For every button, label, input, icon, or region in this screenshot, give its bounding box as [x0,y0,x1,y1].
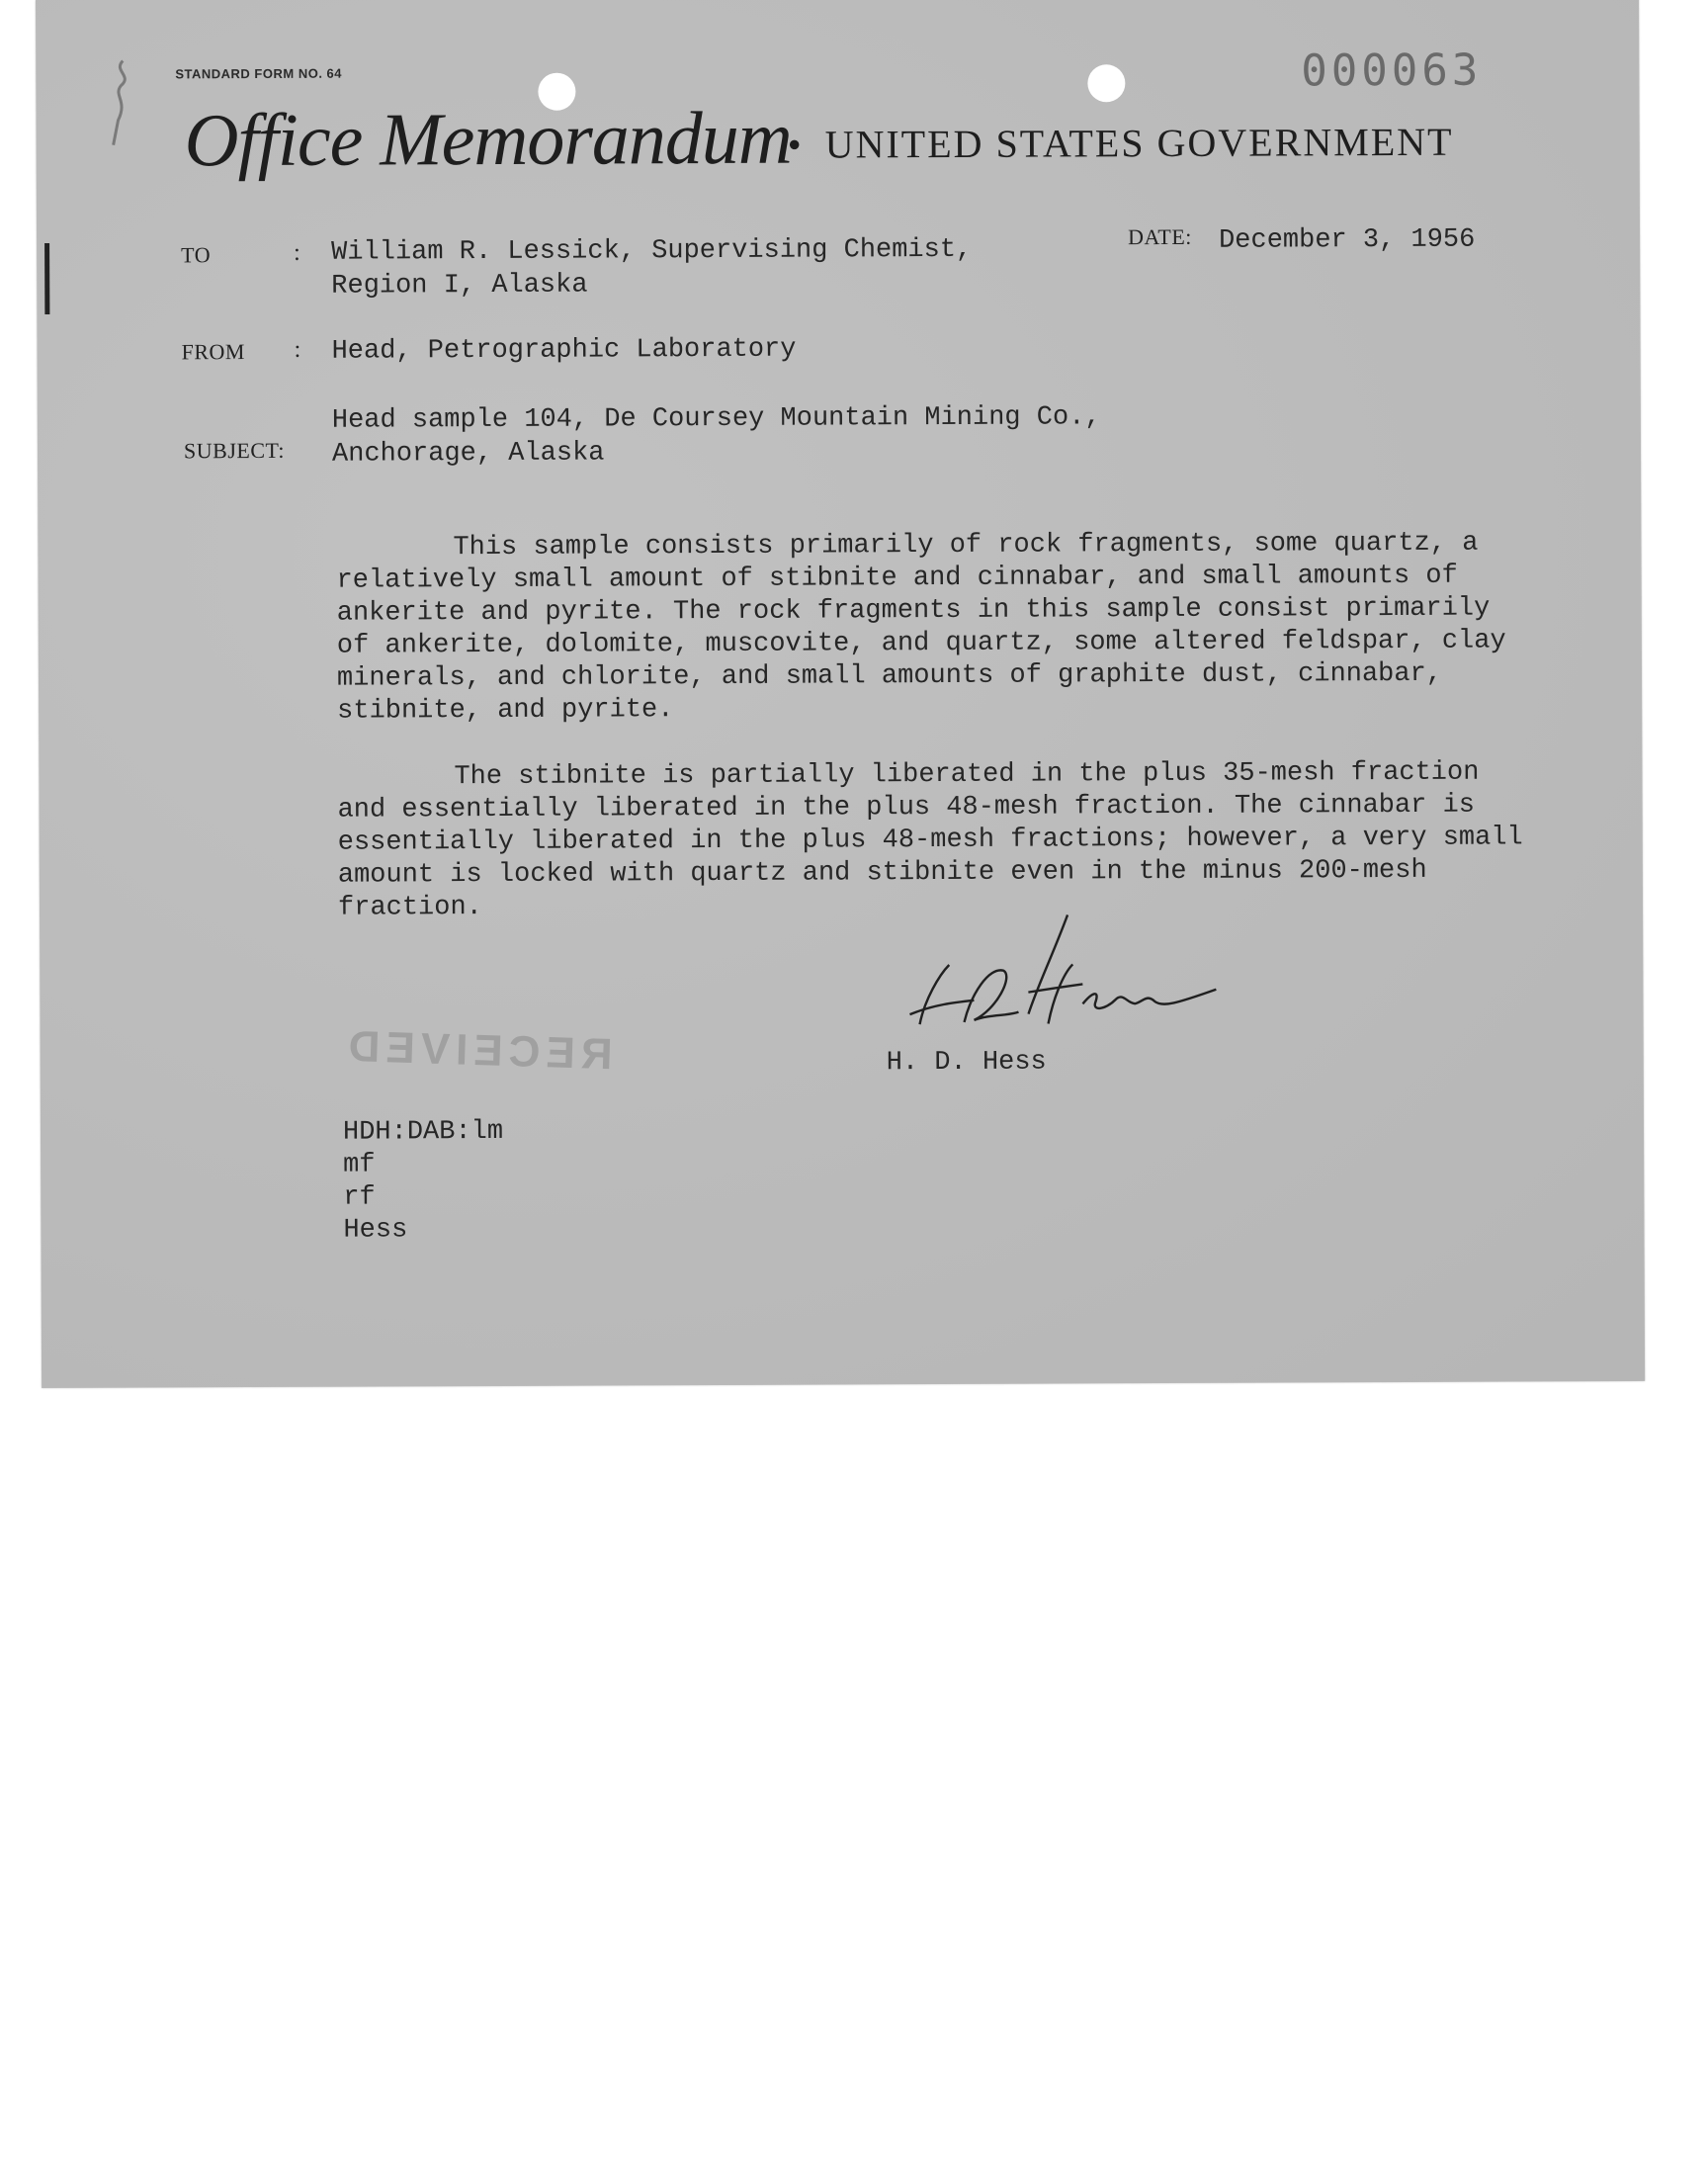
initials-line-4: Hess [343,1215,408,1246]
initials-line-1: HDH:DAB:lm [342,1116,504,1148]
body-paragraph-1: This sample consists primarily of rock fragments, some quartz, a relatively small amount of stibnite and cinnabar, and small amounts of ankerite and pyrite. The rock fragments in this sample consist primarily of ankerite, dolomite, muscovite, and quartz, some altered feldspar, clay minerals, and chlorite, and small amounts of graphite dust, cinnabar, stibnite, and pyrite. [336,528,1506,727]
date-label: DATE: [1128,223,1192,250]
body-paragraph-2: The stibnite is partially liberated in the plus 35-mesh fraction and essentially liberated in the plus 48-mesh fraction. The cinnabar is essentially liberated in the plus 48-mesh fractions; however, a very small amount is locked with quartz and stibnite even in the minus 200-mesh fraction. [337,757,1523,923]
punch-hole-right [1087,64,1125,102]
received-stamp: RECEIVED [341,1021,614,1080]
from-label: FROM [181,339,245,365]
initials-line-3: rf [343,1182,376,1213]
government-title: UNITED STATES GOVERNMENT [824,119,1454,167]
subject-label: SUBJECT: [183,437,285,464]
from-colon: : [294,336,301,363]
memo-title: Office Memorandum [184,96,792,183]
subject-line-1: Head sample 104, De Coursey Mountain Mining Co., [331,402,1101,436]
to-line-1: William R. Lessick, Supervising Chemist, [331,234,973,268]
margin-mark [44,243,49,314]
to-label: TO [181,242,212,268]
form-number-label: STANDARD FORM NO. 64 [175,65,343,82]
signer-name: H. D. Hess [886,1047,1047,1079]
subject-line-2: Anchorage, Alaska [331,438,605,470]
title-separator: • [787,122,804,167]
to-colon: : [294,239,300,266]
from-value: Head, Petrographic Laboratory [331,334,797,367]
memo-sheet [36,0,1645,1388]
handwritten-signature [880,905,1237,1045]
initials-line-2: mf [343,1150,376,1180]
date-value: December 3, 1956 [1219,224,1476,256]
to-line-2: Region I, Alaska [331,270,588,302]
pencil-annotation-icon [93,50,152,149]
document-number: 000063 [1301,44,1483,97]
government-heading [788,119,1454,168]
